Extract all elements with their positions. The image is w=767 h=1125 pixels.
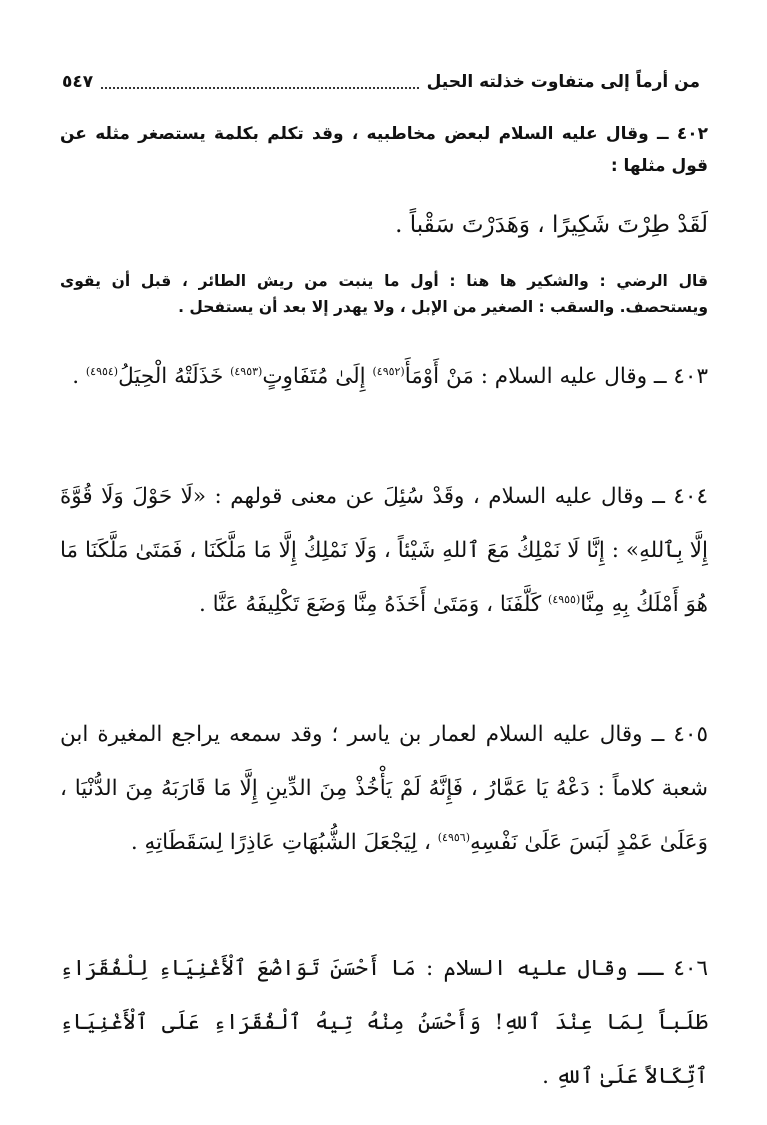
saying-404-text: كَلَّفَنَا ، وَمَتَىٰ أَخَذَهُ مِنَّا وَضَعَ تَكْلِيفَهُ عَنَّا .	[198, 592, 549, 617]
saying-404	[60, 470, 708, 632]
footnote-ref: (٤٩٥٥)	[548, 592, 581, 606]
footnote-ref: (٤٩٥٤)	[85, 364, 119, 378]
leader-dots	[101, 75, 418, 89]
footnote-ref: (٤٩٥٢)	[372, 364, 405, 378]
saying-403-text: .	[72, 364, 86, 389]
footnote-ref: (٤٩٥٦)	[437, 830, 470, 844]
saying-403-text: ٤٠٣ ــ وقال عليه السلام : مَنْ أَوْمَأَ	[404, 364, 708, 389]
radi-note: قال الرضي : والشكير ها هنا : أول ما ينبت من ريش الطائر ، قبل أن يقوى ويستحصف. والسقب : الصغير من الإبل ، ولا يهدر إلا بعد أن يستفحل .	[60, 272, 708, 316]
running-title: من أرماً إلى متفاوت خذلته الحيل	[426, 72, 700, 92]
saying-402-intro: ٤٠٢ ــ وقال عليه السلام لبعض مخاطبيه ، وقد تكلم بكلمة يستصغر مثله عن قول مثلها :	[60, 124, 708, 176]
saying-406: ٤٠٦ ــ وقال عليه السلام : مَا أَحْسَنَ تَوَاضُعَ ٱلْأَغْنِيَاءِ لِلْفُقَرَاءِ طَلَباً لِمَا عِنْدَ ٱللهِ! وَأَحْسَنُ مِنْهُ تِيهُ ٱلْفُقَرَاءِ عَلَى ٱلْأَغْنِيَاءِ ٱتِّكَالاً عَلَىٰ ٱللهِ .	[60, 956, 708, 1089]
saying-405-text: ، لِيَجْعَلَ الشُّبُهَاتِ عَاذِرًا لِسَقَطَاتِهِ .	[130, 830, 438, 855]
page-number: ٥٤٧	[62, 72, 94, 92]
saying-405-text: ٤٠٥ ــ وقال عليه السلام لعمار بن ياسر ؛ وقد سمعه يراجع المغيرة ابن شعبة كلاماً : دَعْهُ يَا عَمَّارُ ، فَإِنَّهُ لَمْ يَأْخُذْ مِنَ الدِّينِ إِلَّا مَا قَارَبَهُ مِنَ الدُّنْيَا ، وَعَلَىٰ عَمْدٍ لَبَسَ عَلَىٰ نَفْسِهِ	[60, 722, 708, 855]
saying-403	[60, 350, 708, 404]
running-header	[62, 68, 700, 96]
saying-403-text: خَذَلَتْهُ الْحِيَلُ	[118, 364, 231, 389]
footnote-ref: (٤٩٥٣)	[230, 364, 263, 378]
saying-403-text: إِلَىٰ مُتَفَاوِتٍ	[262, 364, 373, 389]
saying-404-text: ٤٠٤ ــ وقال عليه السلام ، وقَدْ سُئِلَ عن معنى قولهم : «لَا حَوْلَ وَلَا قُوَّةَ إِلَّا بِٱللهِ» : إِنَّا لَا نَمْلِكُ مَعَ ٱللهِ شَيْئاً ، وَلَا نَمْلِكُ إِلَّا مَا مَلَّكَنَا ، فَمَتَىٰ مَلَّكَنَا مَا هُوَ أَمْلَكُ بِهِ مِنَّا	[60, 484, 708, 617]
saying-405	[60, 708, 708, 870]
saying-402-quote: لَقَدْ طِرْتَ شَكِيرًا ، وَهَدَرْتَ سَقْباً .	[395, 212, 708, 238]
